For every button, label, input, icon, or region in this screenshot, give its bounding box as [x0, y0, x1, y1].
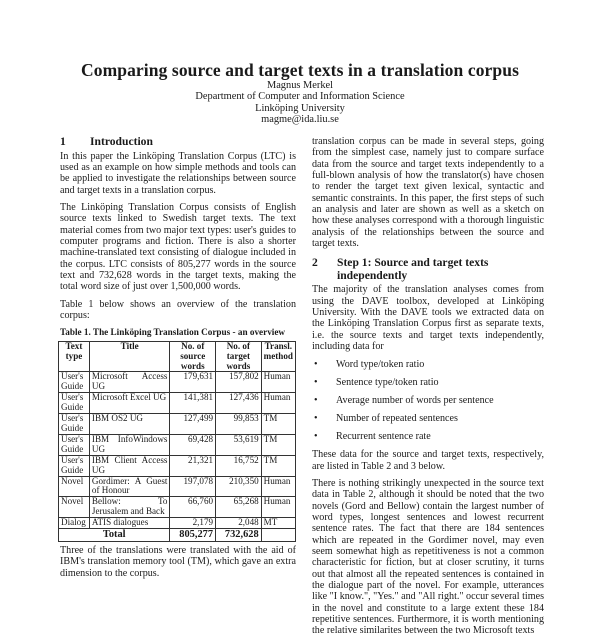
left-tail-paragraph: Three of the translations were translated with the aid of IBM's translation memory tool (TM), which gave an extra dimension to the corpus. [60, 545, 296, 579]
table-cell: 179,631 [170, 372, 216, 393]
author-block [0, 80, 600, 125]
intro-paragraph-1: In this paper the Linköping Translation Corpus (LTC) is used as an example on how simple methods and tools can be applied to investigate the relationships between source and target texts in a translation corpus. [60, 150, 296, 196]
table-cell: 16,752 [216, 455, 262, 476]
table-1-caption: Table 1. The Linköping Translation Corpus - an overview [60, 327, 286, 338]
corpus-overview-table [58, 341, 296, 542]
author-name: Magnus Merkel [266, 80, 334, 91]
table-cell: User's Guide [59, 434, 90, 455]
table-row [59, 414, 296, 435]
table-row [59, 497, 296, 518]
table-cell: 53,619 [216, 434, 262, 455]
section-1-title: Introduction [90, 135, 153, 148]
table-cell: 65,268 [216, 497, 262, 518]
table-cell: User's Guide [59, 414, 90, 435]
table-cell: IBM Client Access UG [89, 455, 170, 476]
table-row [59, 518, 296, 529]
section-1-heading [60, 136, 296, 149]
section-1-number: 1 [60, 135, 66, 148]
table-cell: Gordimer: A Guest of Honour [89, 476, 170, 497]
step1-paragraph-3: There is nothing strikingly unexpected in the source text data in Table 2, although it should be noted that the two novels (Gord and Bellow) contain the largest number of word types, longest sentences and lowest recurrent sentence rates. The fact that there are 184 sentences which are repeated in the Gordimer novel, may even seem somewhat high as repetitiveness is not a common characteristic for fiction, but at closer scrutiny, it turns out that almost all the repeated sentences is contained in the dialogue part of the novel. For example, utterances like "I know.", "Yes." and "All right." occur several times in the novel and constitute to a large extent these 184 repetitive sentences. Furthermore, it is worth mentioning the relative similarites between the two Microsoft texts [312, 477, 544, 637]
table-cell: 21,321 [170, 455, 216, 476]
table-cell: Microsoft Access UG [89, 372, 170, 393]
table-cell: 127,499 [170, 414, 216, 435]
table-cell: 2,048 [216, 518, 262, 529]
author-department: Department of Computer and Information Science [195, 91, 405, 103]
intro-paragraph-3: Table 1 below shows an overview of the translation corpus: [60, 298, 296, 321]
table-cell: TM [261, 414, 295, 435]
table-cell: ATIS dialogues [89, 518, 170, 529]
table-header-cell: Text type [59, 341, 90, 372]
table-cell: Novel [59, 497, 90, 518]
right-column [312, 136, 544, 643]
table-cell: User's Guide [59, 372, 90, 393]
table-cell: Dialog [59, 518, 90, 529]
section-2-title: Step 1: Source and target texts independently [337, 256, 489, 282]
table-cell: 141,381 [170, 393, 216, 414]
total-label: Total [59, 529, 170, 542]
section-2-number: 2 [312, 256, 318, 270]
left-column [60, 136, 296, 585]
table-cell [261, 529, 295, 542]
table-cell: IBM OS2 UG [89, 414, 170, 435]
table-row [59, 476, 296, 497]
list-item: • Recurrent sentence rate [312, 431, 544, 442]
table-cell: 2,179 [170, 518, 216, 529]
section-2-heading [312, 257, 544, 282]
table-cell: User's Guide [59, 455, 90, 476]
intro-paragraph-2: The Linköping Translation Corpus consists of English source texts linked to Swedish target texts. The text material comes from two major text types: user's guides to computer programs and fiction. There is also a shorter machine-translated text consisting of dialogue included in the corpus. LTC consists of 805,277 words in the source text and 732,628 words in the target texts, making the total word size of just over 1,500,000 words. [60, 201, 296, 293]
author-email: magme@ida.liu.se [261, 113, 339, 125]
table-cell: User's Guide [59, 393, 90, 414]
table-header-cell: No. of target words [216, 341, 262, 372]
table-header-row [59, 341, 296, 372]
total-target-words: 732,628 [216, 529, 262, 542]
table-cell: Human [261, 476, 295, 497]
table-total-row [59, 529, 296, 542]
table-cell: Bellow: To Jerusalem and Back [89, 497, 170, 518]
table-cell: 157,802 [216, 372, 262, 393]
list-item: • Word type/token ratio [312, 359, 544, 370]
list-item: • Average number of words per sentence [312, 395, 544, 406]
table-header-cell: No. of source words [170, 341, 216, 372]
table-row [59, 372, 296, 393]
author-university: Linköping University [255, 102, 345, 114]
table-cell: TM [261, 455, 295, 476]
table-cell: Human [261, 372, 295, 393]
table-header-cell: Title [89, 341, 170, 372]
list-item: • Number of repeated sentences [312, 413, 544, 424]
table-cell: 127,436 [216, 393, 262, 414]
table-cell: 66,760 [170, 497, 216, 518]
table-cell: Novel [59, 476, 90, 497]
table-cell: 197,078 [170, 476, 216, 497]
step1-paragraph-1: The majority of the translation analyses comes from using the DAVE toolbox, developed at Linköping University. With the DAVE tools we extracted data on the Linköping Translation Corpus first as separate texts, i.e. the source texts and target texts independently, including data for [312, 284, 544, 353]
paper-title: Comparing source and target texts in a translation corpus [80, 60, 519, 80]
table-cell: TM [261, 434, 295, 455]
table-row [59, 393, 296, 414]
list-item: • Sentence type/token ratio [312, 377, 544, 388]
table-cell: MT [261, 518, 295, 529]
table-cell: Microsoft Excel UG [89, 393, 170, 414]
table-cell: Human [261, 393, 295, 414]
step1-paragraph-2: These data for the source and target texts, respectively, are listed in Table 2 and 3 below. [312, 449, 544, 472]
table-cell: 99,853 [216, 414, 262, 435]
table-cell: Human [261, 497, 295, 518]
measures-list [312, 359, 544, 443]
table-cell: 210,350 [216, 476, 262, 497]
right-paragraph-continuation: translation corpus can be made in several steps, going from the simplest case, namely just to compare surface data from the source and target texts independently to a full-blown analysis of how the translator(s) have chosen to render the target text given lexical, syntactic and semantic constraints. In this paper, the first steps of such an analysis and later are shown as well as a sketch on how these analyses correspond with a thorough linguistic analysis of the relationships between the source and target texts. [312, 136, 544, 250]
table-header-cell: Transl. method [261, 341, 295, 372]
table-cell: IBM InfoWindows UG [89, 434, 170, 455]
table-row [59, 434, 296, 455]
total-source-words: 805,277 [170, 529, 216, 542]
table-row [59, 455, 296, 476]
table-cell: 69,428 [170, 434, 216, 455]
